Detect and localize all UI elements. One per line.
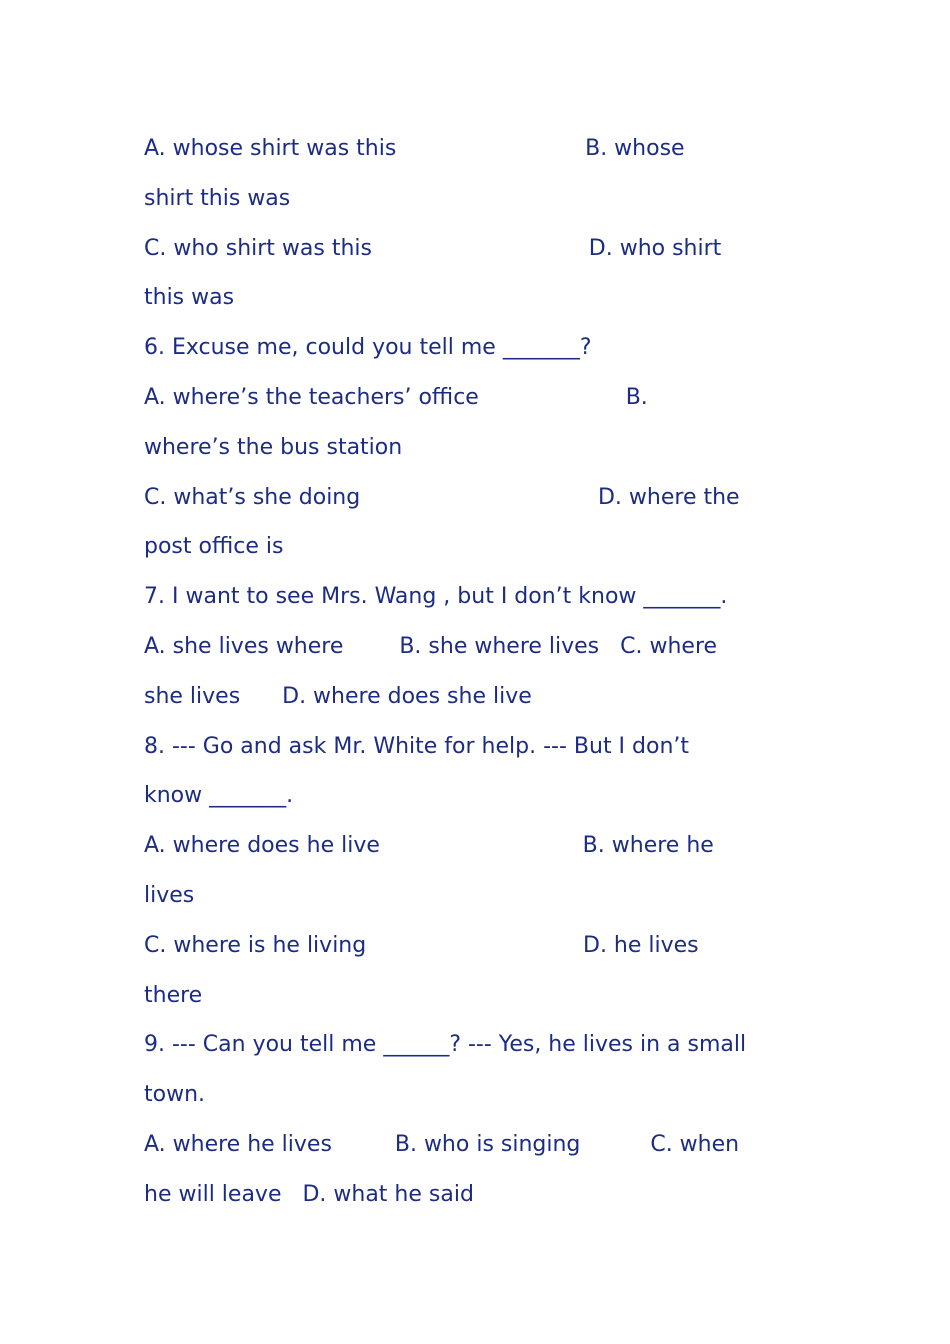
question-8: 8. --- Go and ask Mr. White for help. --- But I don’t [144, 733, 690, 759]
text-line: know _______. [144, 783, 294, 809]
text-line: A. where does he live B. where he [144, 833, 714, 859]
text-line: there [144, 982, 203, 1008]
text-line: C. who shirt was this D. who shirt [144, 235, 722, 261]
text-line: C. where is he living D. he lives [144, 932, 699, 958]
text-line: town. [144, 1082, 206, 1108]
text-line: C. what’s she doing D. where the [144, 484, 740, 510]
text-line: this was [144, 285, 235, 311]
text-line: lives [144, 882, 195, 908]
question-7: 7. I want to see Mrs. Wang , but I don’t know _______. [144, 584, 728, 610]
text-line: A. where he lives B. who is singing C. when [144, 1131, 740, 1157]
text-line: A. whose shirt was this B. whose [144, 136, 685, 161]
text-line: post office is [144, 534, 284, 560]
text-line: she lives D. where does she live [144, 683, 532, 709]
question-text-block [144, 124, 824, 1220]
text-line: he will leave D. what he said [144, 1181, 474, 1207]
text-line: A. she lives where B. she where lives C. where [144, 633, 718, 659]
question-9: 9. --- Can you tell me ______? --- Yes, he lives in a small [144, 1032, 747, 1058]
question-6: 6. Excuse me, could you tell me _______? [144, 335, 592, 361]
text-line: A. where’s the teachers’ office B. [144, 384, 648, 410]
text-line: shirt this was [144, 185, 291, 211]
text-line: where’s the bus station [144, 434, 403, 460]
